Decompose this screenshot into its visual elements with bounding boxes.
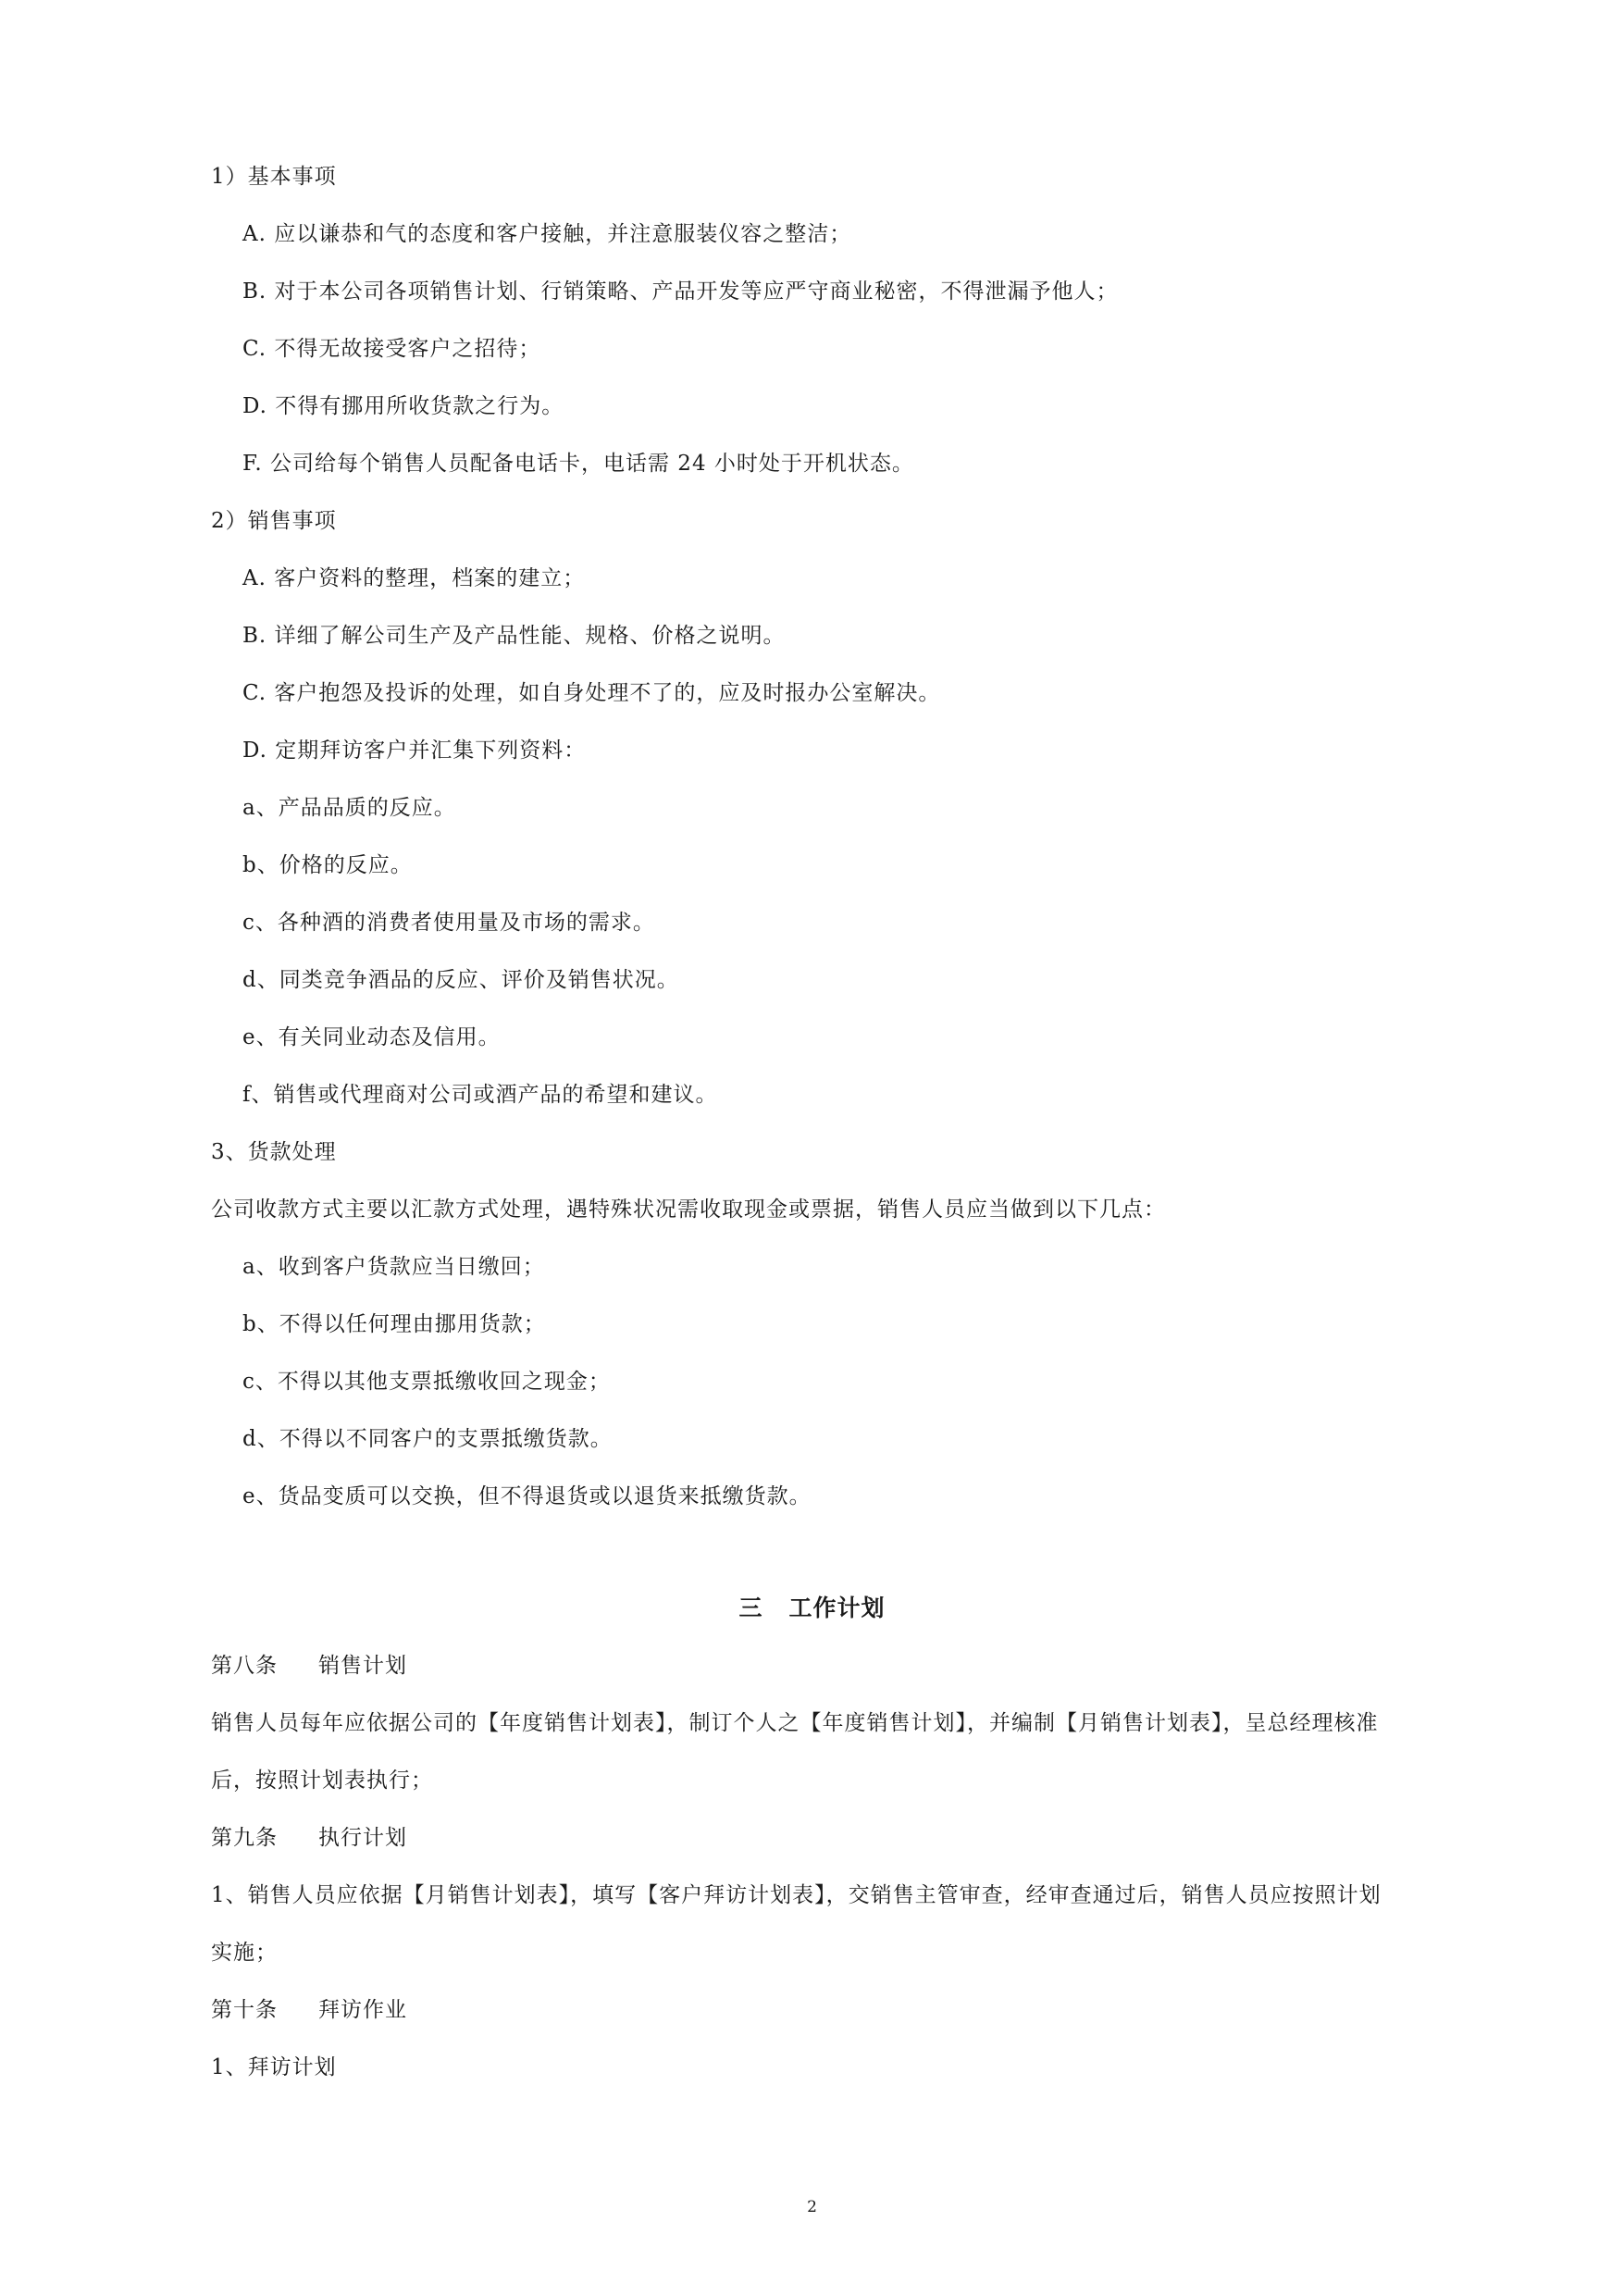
section-2-subitem-c: c、各种酒的消费者使用量及市场的需求。 <box>242 911 655 935</box>
article-10-label: 第十条 <box>211 1998 278 2022</box>
article-8-title: 销售计划 <box>318 1654 407 1678</box>
article-9-text-line-1: 1、销售人员应依据【月销售计划表】，填写【客户拜访计划表】，交销售主管审查，经审查通过后，销售人员应按照计划 <box>211 1883 1382 1907</box>
article-8-heading <box>211 1652 407 1680</box>
section-3-item-d: d、不得以不同客户的支票抵缴货款。 <box>242 1427 613 1451</box>
article-10-heading <box>211 1996 407 2024</box>
section-2-title: 2）销售事项 <box>211 509 337 533</box>
section-2-subitem-a: a、产品品质的反应。 <box>242 796 456 820</box>
article-8-text-line-1: 销售人员每年应依据公司的【年度销售计划表】，制订个人之【年度销售计划】，并编制【月销售计划表】，呈总经理核准 <box>211 1711 1379 1735</box>
section-2-item-d: D. 定期拜访客户并汇集下列资料： <box>242 738 587 763</box>
section-3-item-b: b、不得以任何理由挪用货款； <box>242 1312 546 1336</box>
section-3-item-a: a、收到客户货款应当日缴回； <box>242 1255 545 1279</box>
section-3-item-c: c、不得以其他支票抵缴收回之现金； <box>242 1370 611 1394</box>
section-3-intro: 公司收款方式主要以汇款方式处理，遇特殊状况需收取现金或票据，销售人员应当做到以下几点： <box>211 1198 1166 1222</box>
article-9-title: 执行计划 <box>318 1826 407 1850</box>
chapter-title: 工作计划 <box>788 1595 886 1621</box>
section-1-title: 1）基本事项 <box>211 165 337 189</box>
article-10-text-line-1: 1、拜访计划 <box>211 2055 337 2079</box>
section-2-item-c: C. 客户抱怨及投诉的处理，如自身处理不了的，应及时报办公室解决。 <box>242 681 941 705</box>
section-2-subitem-e: e、有关同业动态及信用。 <box>242 1025 501 1049</box>
section-1-item-c: C. 不得无故接受客户之招待； <box>242 337 541 361</box>
article-8-label: 第八条 <box>211 1654 278 1678</box>
section-1-item-b: B. 对于本公司各项销售计划、行销策略、产品开发等应严守商业秘密，不得泄漏予他人； <box>242 279 1119 304</box>
article-9-heading <box>211 1824 407 1852</box>
section-2-item-a: A. 客户资料的整理，档案的建立； <box>242 566 586 590</box>
section-2-subitem-d: d、同类竞争酒品的反应、评价及销售状况。 <box>242 968 679 992</box>
section-2-subitem-f: f、销售或代理商对公司或酒产品的希望和建议。 <box>242 1083 718 1107</box>
article-9-text-line-2: 实施； <box>211 1941 278 1965</box>
section-1-item-d: D. 不得有挪用所收货款之行为。 <box>242 394 564 418</box>
chapter-number: 三 <box>738 1595 763 1621</box>
section-2-item-b: B. 详细了解公司生产及产品性能、规格、价格之说明。 <box>242 624 786 648</box>
section-3-item-e: e、货品变质可以交换，但不得退货或以退货来抵缴货款。 <box>242 1484 812 1508</box>
section-1-item-f: F. 公司给每个销售人员配备电话卡，电话需 24 小时处于开机状态。 <box>242 452 914 476</box>
article-10-title: 拜访作业 <box>318 1998 407 2022</box>
page-number: 2 <box>807 2198 817 2216</box>
section-2-subitem-b: b、价格的反应。 <box>242 853 413 877</box>
section-1-item-a: A. 应以谦恭和气的态度和客户接触，并注意服装仪容之整洁； <box>242 222 852 246</box>
section-3-title: 3、货款处理 <box>211 1140 337 1164</box>
article-9-label: 第九条 <box>211 1826 278 1850</box>
chapter-heading <box>0 1595 1624 1622</box>
article-8-text-line-2: 后，按照计划表执行； <box>211 1769 433 1793</box>
